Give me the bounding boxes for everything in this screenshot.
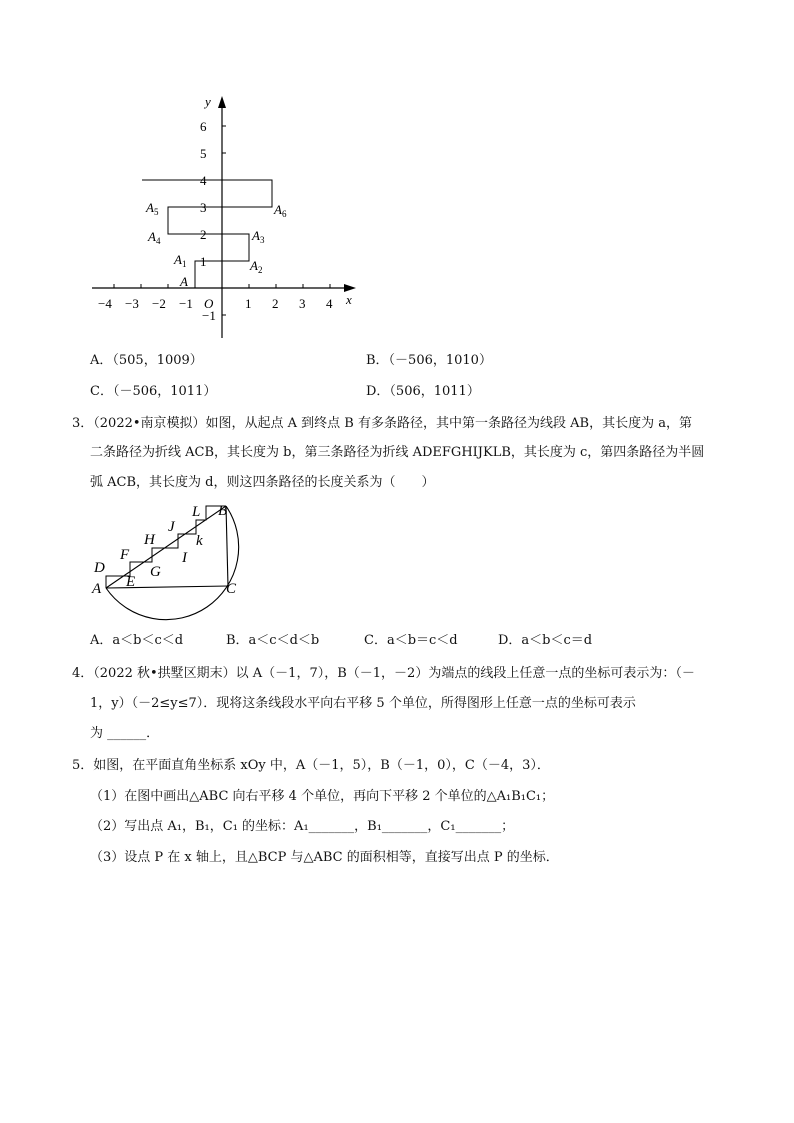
- label-H: H: [144, 532, 155, 548]
- x-tick-label: −4: [98, 296, 112, 311]
- q4-text-line-2: 1，y）（－2≤y≤7）．现将这条线段水平向右平移 5 个单位，所得图形上任意一点的坐标可表示: [90, 696, 636, 711]
- y-tick-label: 3: [200, 200, 207, 215]
- label-A: A: [92, 581, 102, 597]
- y-tick-label: −1: [202, 308, 216, 323]
- q3-text-line-1: 3．（2022•南京模拟）如图，从起点 A 到终点 B 有多条路径，其中第一条路径为线段 AB，其长度为 a，第: [72, 416, 692, 431]
- point-label-A3: $A_3$: [252, 228, 265, 245]
- q3-text-line-3: 弧 ACB，其长度为 d，则这四条路径的长度关系为（ ）: [90, 475, 435, 490]
- q2-option-b: B．（－506，1010）: [366, 353, 492, 368]
- label-C: C: [226, 581, 237, 597]
- point-label-A2: $A_2$: [250, 258, 263, 275]
- q5-subquestion-3: （3）设点 P 在 x 轴上，且△BCP 与△ABC 的面积相等，直接写出点 P 的坐标．: [90, 850, 559, 865]
- y-tick-label: 6: [200, 119, 207, 134]
- label-I: I: [182, 550, 187, 566]
- y-axis-arrow: [218, 96, 226, 108]
- point-label-A1: $A_1$: [174, 252, 187, 269]
- q3-option-d: D．a＜b＜c＝d: [498, 633, 593, 648]
- y-tick-label: 4: [200, 173, 207, 188]
- stair-semicircle-figure: [88, 498, 258, 628]
- q4-text-line-3: 为 ______．: [90, 726, 160, 741]
- point-label-A6: $A_6$: [274, 202, 287, 219]
- origin-label: O: [204, 296, 214, 311]
- q5-text-line-1: 5．如图，在平面直角坐标系 xOy 中，A（－1，5），B（－1，0），C（－4，3）．: [72, 758, 550, 773]
- coordinate-figure: [80, 88, 370, 340]
- point-label-A5: $A_5$: [146, 200, 159, 217]
- label-E: E: [126, 574, 136, 590]
- label-J: J: [168, 519, 175, 535]
- label-D: D: [94, 560, 105, 576]
- segment-AC: [106, 586, 228, 588]
- x-tick-label: −3: [125, 296, 139, 311]
- x-axis-label: x: [346, 292, 352, 307]
- q3-text-line-2: 二条路径为折线 ACB，其长度为 b，第三条路径为折线 ADEFGHIJKLB，其长度为 c，第四条路径为半圆: [90, 445, 705, 460]
- q5-subquestion-2: （2）写出点 A₁，B₁，C₁ 的坐标：A₁_______，B₁_______，C₁_______；: [90, 819, 515, 834]
- y-tick-label: 1: [200, 254, 207, 269]
- x-tick-label: −1: [179, 296, 193, 311]
- y-tick-label: 5: [200, 146, 207, 161]
- q2-option-a: A．（505，1009）: [90, 353, 203, 368]
- x-tick-label: 2: [272, 296, 279, 311]
- label-G: G: [150, 564, 161, 580]
- label-k: k: [196, 533, 203, 549]
- label-B: B: [218, 503, 228, 519]
- point-label-A4: $A_4$: [148, 229, 161, 246]
- q4-text-line-1: 4．（2022 秋•拱墅区期末）以 A（－1，7），B（－1，－2）为端点的线段上任意一点的坐标可表示为：（－: [72, 666, 695, 681]
- x-tick-label: 4: [326, 296, 333, 311]
- q2-option-c: C．（－506，1011）: [90, 384, 217, 399]
- q2-option-d: D．（506，1011）: [366, 384, 480, 399]
- label-F: F: [120, 547, 130, 563]
- x-tick-label: 3: [299, 296, 306, 311]
- q3-option-b: B．a＜c＜d＜b: [226, 633, 320, 648]
- x-axis-arrow: [344, 284, 356, 292]
- x-tick-label: −2: [152, 296, 166, 311]
- y-axis-label: y: [205, 94, 211, 109]
- point-label-A: A: [180, 274, 188, 289]
- q5-subquestion-1: （1）在图中画出△ABC 向右平移 4 个单位，再向下平移 2 个单位的△A₁B₁C₁；: [90, 789, 555, 804]
- y-tick-label: 2: [200, 227, 207, 242]
- label-L: L: [192, 504, 201, 520]
- q3-option-a: A．a＜b＜c＜d: [90, 633, 184, 648]
- x-tick-label: 1: [245, 296, 252, 311]
- q3-option-c: C．a＜b＝c＜d: [364, 633, 458, 648]
